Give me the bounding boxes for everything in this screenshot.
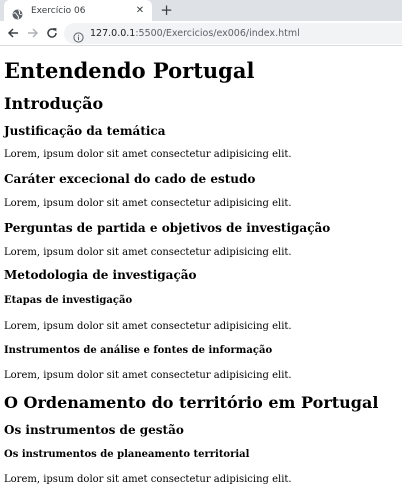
forward-icon[interactable] (26, 26, 40, 40)
page-title: Entendendo Portugal (4, 58, 255, 83)
case-text: Lorem, ipsum dolor sit amet consectetur adipisicing elit. (4, 198, 292, 209)
ordering-heading: O Ordenamento do território em Portugal (4, 393, 379, 412)
intro-heading: Introdução (4, 94, 104, 113)
browser-tab[interactable] (4, 0, 152, 21)
instruments-text: Lorem, ipsum dolor sit amet consectetur adipisicing elit. (4, 370, 292, 381)
reload-icon[interactable] (45, 26, 59, 40)
globe-icon (12, 5, 23, 16)
tab-strip (0, 0, 402, 21)
url-path: :5500/Exercicios/ex006/index.html (135, 28, 300, 39)
questions-heading: Perguntas de partida e objetivos de investigação (4, 221, 331, 235)
close-tab-icon[interactable]: ✕ (135, 5, 145, 16)
questions-text: Lorem, ipsum dolor sit amet consectetur adipisicing elit. (4, 247, 292, 258)
steps-text: Lorem, ipsum dolor sit amet consectetur adipisicing elit. (4, 321, 292, 332)
methodology-heading: Metodologia de investigação (4, 268, 197, 282)
browser-toolbar (0, 21, 402, 46)
justification-heading: Justificação da temática (4, 124, 166, 138)
tab-title: Exercício 06 (31, 5, 86, 16)
planning-text: Lorem, ipsum dolor sit amet consectetur adipisicing elit. (4, 474, 292, 485)
browser-chrome (0, 0, 402, 46)
back-icon[interactable] (6, 26, 20, 40)
new-tab-icon[interactable]: + (160, 1, 173, 19)
url-text[interactable] (90, 28, 300, 39)
justification-text: Lorem, ipsum dolor sit amet consectetur adipisicing elit. (4, 149, 292, 160)
case-heading: Caráter excecional do cado de estudo (4, 172, 256, 186)
management-heading: Os instrumentos de gestão (4, 423, 184, 437)
info-icon[interactable] (73, 28, 84, 39)
steps-heading: Etapas de investigação (4, 295, 133, 306)
url-host: 127.0.0.1 (90, 28, 136, 39)
address-bar[interactable] (64, 23, 402, 44)
instruments-heading: Instrumentos de análise e fontes de informação (4, 345, 273, 356)
planning-heading: Os instrumentos de planeamento territorial (4, 449, 250, 460)
